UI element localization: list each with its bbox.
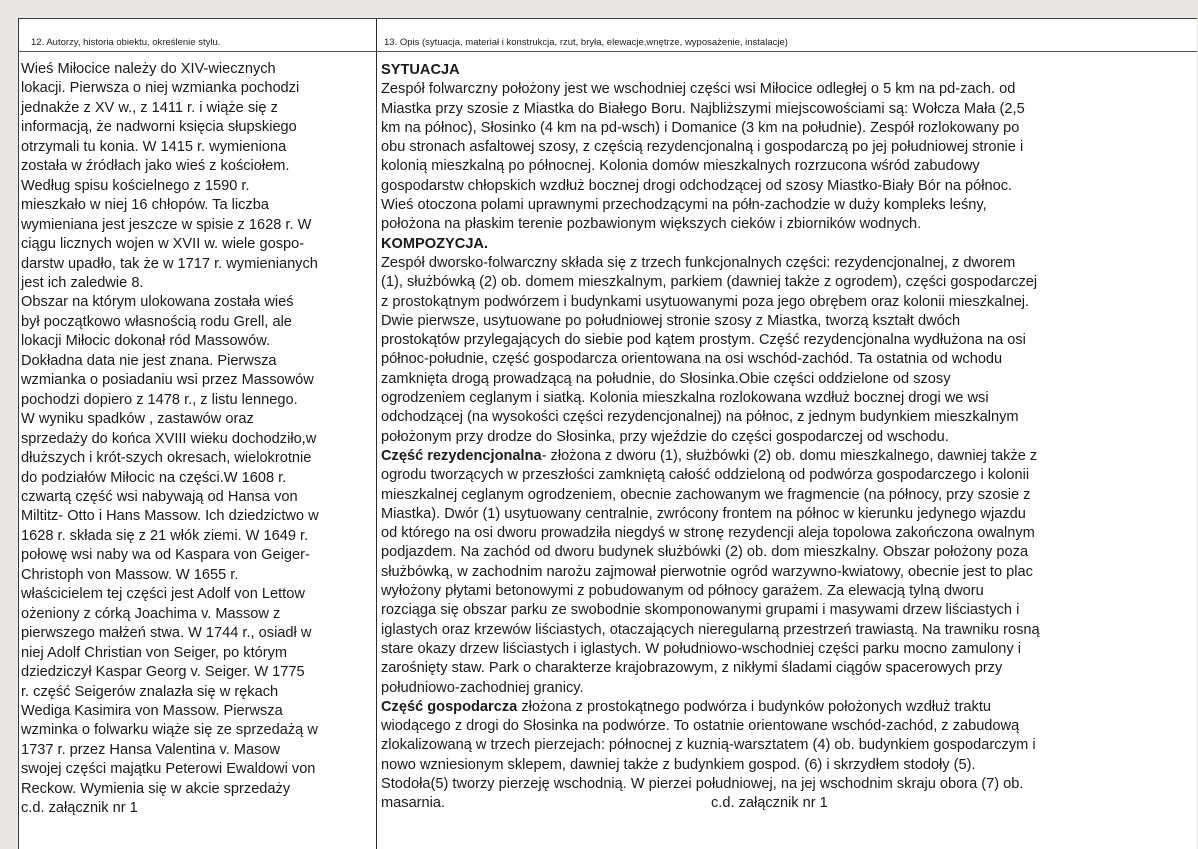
rez-first-line bbox=[381, 447, 1197, 466]
kompozycja-text-line: zamknięta drogą prowadzącą na południe, do Słosinka.Obie części oddzielone od szosy bbox=[381, 370, 951, 387]
sytuacja-paragraph bbox=[381, 80, 1197, 234]
gosp-paragraph bbox=[381, 717, 1197, 794]
rez-text-line: zarośnięty staw. Park o charakterze krajobrazowym, z nikłymi śladami ciągów spacerowych przy bbox=[381, 660, 1003, 677]
history-text-line: 1737 r. przez Hansa Valentina v. Masow bbox=[21, 741, 281, 758]
sytuacja-text-line: obu stronach asfaltowej szosy, z częścią rezydencjonalną i gospodarczą po jej południowej stronie i bbox=[381, 139, 1024, 156]
heading-kompozycja: KOMPOZYCJA. bbox=[381, 235, 489, 252]
history-text-line: Obszar na którym ulokowana została wieś bbox=[21, 294, 294, 311]
history-text-line: pochodzi dopiero z 1478 r., z listu lennego. bbox=[21, 391, 298, 408]
history-text-line: Reckow. Wymienia się w akcie sprzedaży bbox=[21, 780, 291, 797]
rez-text-line: wyłożony płytami betonowymi z pobudowanym od północy garażem. Za elewacją tylną dworu bbox=[381, 583, 984, 600]
history-text-line: dziedziczył Kaspar Georg v. Seiger. W 1775 bbox=[21, 664, 305, 681]
kompozycja-text-line: z prostokątnym podwórzem i budynkami usytuowanymi poza jego obrębem oraz kolonii mieszkalnej. bbox=[381, 293, 1030, 310]
history-text-line: wzmianka o posiadaniu wsi przez Massowów bbox=[21, 372, 314, 389]
history-text-line: mieszkało w niej 16 chłopów. Ta liczba bbox=[21, 197, 269, 214]
gosp-text-line: Stodoła(5) tworzy pierzeję wschodnią. W pierzei południowej, na jej wschodnim skraju obora (7) ob. bbox=[381, 775, 1024, 792]
rez-heading: Część rezydencjonalna bbox=[381, 447, 542, 464]
rez-text-line: od którego na osi dworu prowadziła niegdyś w stronę rezydencji aleja topolowa zakończona owalnym bbox=[381, 525, 1035, 542]
kompozycja-text-line: Zespół dworsko-folwarczny składa się z trzech funkcjonalnych części: rezydencjonalnej, z dworem bbox=[381, 254, 1016, 271]
history-text-line: została w źródłach jako wieś z kościołem. bbox=[21, 158, 290, 175]
right-footer-line bbox=[381, 794, 1197, 813]
kompozycja-text-line: położonym przy drodze do Słosinka, przy wjeździe do części gospodarczej od wschodu. bbox=[381, 428, 949, 445]
history-text-line: wzminka o folwarku wiąże się ze sprzedażą w bbox=[21, 722, 318, 739]
history-text-line: niej Adolf Christian von Seiger, po którym bbox=[21, 644, 288, 661]
history-text-line: darstw upadło, tak że w 1717 r. wymienianych bbox=[21, 255, 318, 272]
rez-text-line: służbówką, w zachodnim narożu zajmował pierwotnie ogród warzywno-kwiatowy, obecnie jest to plac bbox=[381, 563, 1033, 580]
rez-text-line: Miastka). Dwór (1) usytuowany centralnie, zwrócony frontem na północ w kierunku jedynego wjazdu bbox=[381, 505, 1026, 522]
gosp-text-line: zlokalizowaną w trzech pierzejach: północnej z kuznią-warsztatem (4) ob. budynkiem gospodarczym i bbox=[381, 737, 1036, 754]
sytuacja-text-line: km na północ), Słosinko (4 km na pd-wsch) i Domanice (3 km na południe). Zespół rozlokowany po bbox=[381, 119, 1020, 136]
history-text-line: r. część Seigerów znalazła się w rękach bbox=[21, 683, 279, 700]
history-text-line: Według spisu kościelnego z 1590 r. bbox=[21, 177, 250, 194]
sytuacja-text-line: Miastka przy szosie z Miastka do Białego Boru. Najbliższymi miejscowościami są: Wołcza Mała (2,5 bbox=[381, 100, 1025, 117]
history-text-line: Miltitz- Otto i Hans Massow. Ich dziedzictwo w bbox=[21, 508, 319, 525]
kompozycja-paragraph bbox=[381, 254, 1197, 447]
history-text-line: właścicielem tej części jest Adolf von Lettow bbox=[21, 586, 305, 603]
history-text-line: pierwszego małżeń stwa. W 1744 r., osiadł w bbox=[21, 625, 312, 642]
kompozycja-text-line: (1), służbówką (2) ob. domem mieszkalnym, parkiem (dawniej także z ogrodem), części gospodarczej bbox=[381, 274, 1038, 291]
history-text-line: informacją, że nadworni księcia słupskiego bbox=[21, 119, 297, 136]
history-text-line: połowę wsi naby wa od Kaspara von Geiger- bbox=[21, 547, 310, 564]
gosp-first-rest: złożona z prostokątnego podwórza i budynków położonych wzdłuż traktu bbox=[517, 698, 992, 715]
sytuacja-text-line: Wieś otoczona polami uprawnymi przechodzącymi na półn-zachodzie w duży kompleks leśny, bbox=[381, 197, 987, 214]
last-line: masarnia. bbox=[381, 795, 446, 812]
history-text-line: wymieniana jest jeszcze w spisie z 1628 r. W bbox=[21, 216, 312, 233]
inventory-sheet bbox=[18, 18, 1197, 849]
right-footer: c.d. załącznik nr 1 bbox=[711, 795, 828, 812]
kompozycja-text-line: północ-południe, część gospodarcza orientowana na osi wschód-zachód. Ta ostatnia od wchodu bbox=[381, 351, 1003, 368]
sytuacja-text-line: Zespół folwarczny położony jest we wschodniej części wsi Miłocice odległej o 5 km na pd-zach. od bbox=[381, 81, 1016, 98]
history-text-line: 1628 r. składa się z 21 włók ziemi. W 1649 r. bbox=[21, 527, 309, 544]
sytuacja-text-line: kolonią mieszkalną po północnej. Kolonia domów mieszkalnych rozrzucona wśród zabudowy bbox=[381, 158, 980, 175]
history-text-line: Wediga Kasimira von Massow. Pierwsza bbox=[21, 702, 283, 719]
history-text-line: był początkowo własnością rodu Grell, ale bbox=[21, 313, 292, 330]
kompozycja-text-line: prostokątów przylegających do siebie pod kątem prostym. Część rezydencjonalna wydłużona na osi bbox=[381, 332, 1026, 349]
sytuacja-text-line: gospodarstw chłopskich wzdłuż bocznej drogi odchodzącej od szosy Miastko-Biały Bór na północ. bbox=[381, 177, 1013, 194]
kompozycja-text-line: ogrodzeniem ceglanym i siatką. Kolonia mieszkalna rozlokowana wzdłuż bocznej drogi we wsi bbox=[381, 390, 989, 407]
kompozycja-text-line: odchodzącej (na wysokości części rezydencjonalnej) na północ, z jednym budynkiem mieszkalnym bbox=[381, 409, 1019, 426]
left-footer: c.d. załącznik nr 1 bbox=[21, 800, 138, 817]
gosp-heading: Część gospodarcza bbox=[381, 698, 518, 715]
kompozycja-text-line: Dwie pierwsze, usytuowane po południowej stronie szosy z Miastka, tworzą kształt dwóch bbox=[381, 312, 961, 329]
rez-paragraph bbox=[381, 466, 1197, 698]
gosp-text-line: nowo wzniesionym sklepem, dawniej także z budynkiem gospod. (6) i skrzydłem stodoły (5). bbox=[381, 756, 976, 773]
header-rule bbox=[19, 51, 1197, 52]
history-text-line: sprzedaży do końca XVIII wieku dochodziło,w bbox=[21, 430, 317, 447]
rez-text-line: rozciąga się obszar parku ze swobodnie skomponowanymi grupami i masywami drzew liściastych i bbox=[381, 602, 1020, 619]
right-column-header: 13. Opis (sytuacja, materiał i konstrukcja, rzut, bryła, elewacje,wnętrze, wyposażenie, instalacje) bbox=[384, 37, 788, 48]
history-text-line: ożeniony z córką Joachima v. Massow z bbox=[21, 605, 281, 622]
history-text-line: czwartą część wsi nabywają od Hansa von bbox=[21, 488, 298, 505]
gosp-first-line bbox=[381, 698, 1197, 717]
rez-text-line: podjazdem. Na zachód od dworu budynek służbówki (2) ob. dom mieszkalny. Obszar położony poza bbox=[381, 544, 1029, 561]
history-text-line: jest ich zaledwie 8. bbox=[21, 274, 144, 291]
history-text-line: Dokładna data nie jest znana. Pierwsza bbox=[21, 352, 277, 369]
history-text-line: ciągu licznych wojen w XVII w. wiele gospo- bbox=[21, 236, 305, 253]
rez-text-line: południowo-zachodniej granicy. bbox=[381, 679, 584, 696]
history-text-line: lokacji. Pierwsza o niej wzmianka pochodzi bbox=[21, 80, 300, 97]
heading-sytuacja: SYTUACJA bbox=[381, 62, 460, 78]
history-text-line: otrzymali tu konia. W 1415 r. wymieniona bbox=[21, 138, 287, 155]
history-text-line: Christoph von Massow. W 1655 r. bbox=[21, 566, 239, 583]
history-text-line: Wieś Miłocice należy do XIV-wiecznych bbox=[21, 61, 276, 77]
left-column-header: 12. Autorzy, historia obiektu, określenie stylu. bbox=[31, 37, 221, 48]
history-text-line: do podziałów Miłocic na części.W 1608 r. bbox=[21, 469, 287, 486]
history-text-line: lokacji Miłocic dokonał ród Massowów. bbox=[21, 333, 271, 350]
rez-first-rest: - złożona z dworu (1), służbówki (2) ob. domu mieszkalnego, dawniej także z bbox=[541, 447, 1038, 464]
history-text-line: dłuższych i krót-szych okresach, wielokrotnie bbox=[21, 450, 312, 467]
column-divider bbox=[376, 19, 377, 849]
history-text-line: jednakże z XV w., z 1411 r. i wiąże się z bbox=[21, 99, 278, 116]
description-column bbox=[381, 61, 1197, 814]
rez-text-line: stare okazy drzew liściastych i iglastych. W południowo-wschodniej części parku mocno zamulony i bbox=[381, 640, 1021, 657]
rez-text-line: iglastych oraz krzewów liściastych, otaczających nieregularną przestrzeń trawiastą. Na trawniku rosną bbox=[381, 621, 1040, 638]
gosp-text-line: wiodącego z drogi do Słosinka na podwórze. To ostatnie orientowane wschód-zachód, z zabudową bbox=[381, 718, 1020, 735]
history-text-line: swojej części majątku Peterowi Ewaldowi von bbox=[21, 761, 316, 778]
sytuacja-text-line: położona na płaskim terenie pozbawionym większych cieków i zbiorników wodnych. bbox=[381, 216, 922, 233]
rez-text-line: ogrodu tworzących w przeszłości zamkniętą całość oddzieloną od podwórza gospodarczego i kolonii bbox=[381, 467, 1030, 484]
rez-text-line: mieszkalnej ceglanym ogrodzeniem, obecnie zachowanym we fragmencie (na północy, przy szosie z bbox=[381, 486, 1031, 503]
history-column bbox=[19, 60, 371, 819]
history-text-line: W wyniku spadków , zastawów oraz bbox=[21, 411, 254, 428]
